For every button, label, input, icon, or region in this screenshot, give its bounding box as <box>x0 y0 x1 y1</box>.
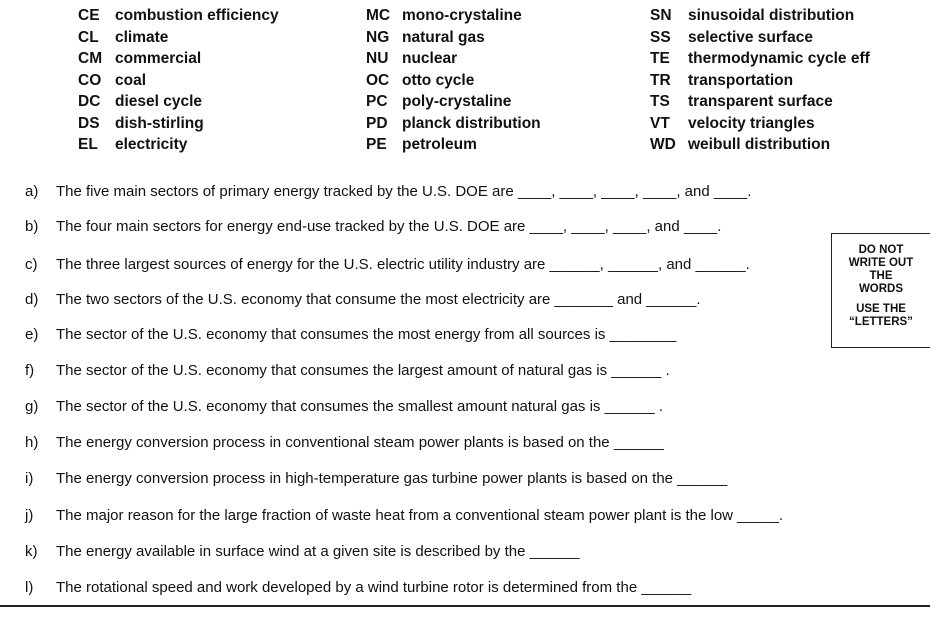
abbreviation-row <box>650 91 870 113</box>
abbreviation-row <box>366 113 541 135</box>
abbreviation-term: transparent surface <box>688 93 833 110</box>
question-text: The rotational speed and work developed by a wind turbine rotor is determined from the ______ <box>56 579 692 596</box>
abbreviation-row <box>650 5 870 27</box>
instruction-note-box <box>831 233 930 348</box>
abbreviation-code: NU <box>366 50 389 67</box>
question-label: g) <box>25 398 39 415</box>
question-row <box>25 579 691 597</box>
abbreviation-term: dish-stirling <box>115 114 204 132</box>
abbreviation-code: TE <box>650 50 670 67</box>
abbreviation-term: otto cycle <box>402 71 475 89</box>
abbreviation-row <box>650 113 870 135</box>
question-text: The sector of the U.S. economy that consumes the most energy from all sources is ________ <box>56 326 677 343</box>
abbreviation-code: PE <box>366 136 387 153</box>
question-label: c) <box>25 256 38 273</box>
abbreviation-term: sinusoidal distribution <box>688 7 855 24</box>
question-row <box>25 218 721 236</box>
question-text: The sector of the U.S. economy that consumes the largest amount of natural gas is ______ . <box>56 362 670 379</box>
question-row <box>25 256 750 274</box>
question-text: The two sectors of the U.S. economy that consume the most electricity are _______ and ______. <box>56 291 701 308</box>
abbreviation-term: climate <box>115 28 169 46</box>
abbreviation-row <box>366 5 541 27</box>
abbreviation-code: SS <box>650 28 671 46</box>
abbreviation-row <box>366 70 541 92</box>
note-line: “LETTERS” <box>849 316 913 328</box>
note-line: WRITE OUT <box>848 257 914 269</box>
abbreviation-term: electricity <box>115 136 188 153</box>
abbreviation-row <box>366 27 541 49</box>
abbreviation-row <box>366 48 541 70</box>
abbreviation-code: MC <box>366 7 391 24</box>
question-text: The energy conversion process in conventional steam power plants is based on the ______ <box>56 434 664 451</box>
question-text: The energy available in surface wind at a given site is described by the ______ <box>56 543 580 560</box>
question-text: The five main sectors of primary energy tracked by the U.S. DOE are ____, ____, ____, ____, and ____. <box>56 183 752 200</box>
abbreviation-term: mono-crystaline <box>402 7 522 24</box>
abbreviation-term: thermodynamic cycle eff <box>688 50 870 67</box>
note-line: USE THE <box>856 303 906 315</box>
abbreviation-term: planck distribution <box>402 114 541 132</box>
abbreviation-term: weibull distribution <box>688 136 831 153</box>
abbreviation-row <box>650 48 870 70</box>
abbreviation-term: petroleum <box>402 136 477 153</box>
question-text: The four main sectors for energy end-use tracked by the U.S. DOE are ____, ____, ____, and ____. <box>56 218 722 235</box>
abbreviation-column-3 <box>650 5 870 156</box>
abbreviation-term: velocity triangles <box>688 114 815 132</box>
abbreviation-term: selective surface <box>688 28 813 46</box>
abbreviation-code: SN <box>650 7 672 24</box>
abbreviation-code: CE <box>78 7 100 24</box>
question-label: l) <box>25 579 34 596</box>
question-label: e) <box>25 326 39 343</box>
question-text: The major reason for the large fraction of waste heat from a conventional steam power plant is the low _____. <box>56 507 784 524</box>
question-row <box>25 434 664 452</box>
abbreviation-row <box>366 134 541 156</box>
note-line: THE <box>869 270 893 282</box>
note-line: WORDS <box>858 283 904 295</box>
abbreviation-code: OC <box>366 71 390 89</box>
question-row <box>25 543 580 561</box>
abbreviation-row <box>366 91 541 113</box>
abbreviation-code: EL <box>78 136 98 153</box>
question-row <box>25 291 701 309</box>
abbreviation-row <box>78 48 279 70</box>
abbreviation-row <box>78 5 279 27</box>
note-line: DO NOT <box>858 244 904 256</box>
question-label: k) <box>25 543 38 560</box>
abbreviation-term: transportation <box>688 71 794 89</box>
question-label: i) <box>25 470 34 487</box>
question-label: h) <box>25 434 39 451</box>
question-text: The sector of the U.S. economy that consumes the smallest amount natural gas is ______ . <box>56 398 663 415</box>
question-label: j) <box>25 507 34 524</box>
question-row <box>25 398 663 416</box>
question-row <box>25 507 783 525</box>
question-label: b) <box>25 218 39 235</box>
abbreviation-column-2 <box>366 5 541 156</box>
question-row <box>25 326 676 344</box>
question-text: The three largest sources of energy for the U.S. electric utility industry are ______, ______, and ______. <box>56 256 750 273</box>
abbreviation-term: combustion efficiency <box>115 7 279 24</box>
abbreviation-term: commercial <box>115 50 202 67</box>
abbreviation-row <box>78 91 279 113</box>
abbreviation-term: diesel cycle <box>115 93 203 110</box>
abbreviation-row <box>650 27 870 49</box>
abbreviation-code: TR <box>650 71 671 89</box>
abbreviation-code: CL <box>78 28 99 46</box>
question-row <box>25 470 727 488</box>
abbreviation-code: VT <box>650 114 670 132</box>
abbreviation-code: CO <box>78 71 102 89</box>
abbreviation-term: natural gas <box>402 28 485 46</box>
abbreviation-code: WD <box>650 136 676 153</box>
abbreviation-code: PD <box>366 114 388 132</box>
abbreviation-column-1 <box>78 5 279 156</box>
abbreviation-code: NG <box>366 28 390 46</box>
question-text: The energy conversion process in high-temperature gas turbine power plants is based on the ______ <box>56 470 728 487</box>
abbreviation-code: PC <box>366 93 388 110</box>
abbreviation-term: poly-crystaline <box>402 93 512 110</box>
abbreviation-row <box>78 27 279 49</box>
question-row <box>25 362 670 380</box>
question-row <box>25 183 751 201</box>
abbreviation-row <box>78 134 279 156</box>
question-label: d) <box>25 291 39 308</box>
abbreviation-code: CM <box>78 50 103 67</box>
abbreviation-code: TS <box>650 93 670 110</box>
abbreviation-row <box>650 70 870 92</box>
question-label: a) <box>25 183 39 200</box>
abbreviation-term: coal <box>115 71 147 89</box>
abbreviation-row <box>78 70 279 92</box>
abbreviation-term: nuclear <box>402 50 458 67</box>
page-divider <box>0 605 930 607</box>
abbreviation-row <box>78 113 279 135</box>
abbreviation-code: DC <box>78 93 101 110</box>
question-label: f) <box>25 362 35 379</box>
abbreviation-row <box>650 134 870 156</box>
abbreviation-code: DS <box>78 114 100 132</box>
